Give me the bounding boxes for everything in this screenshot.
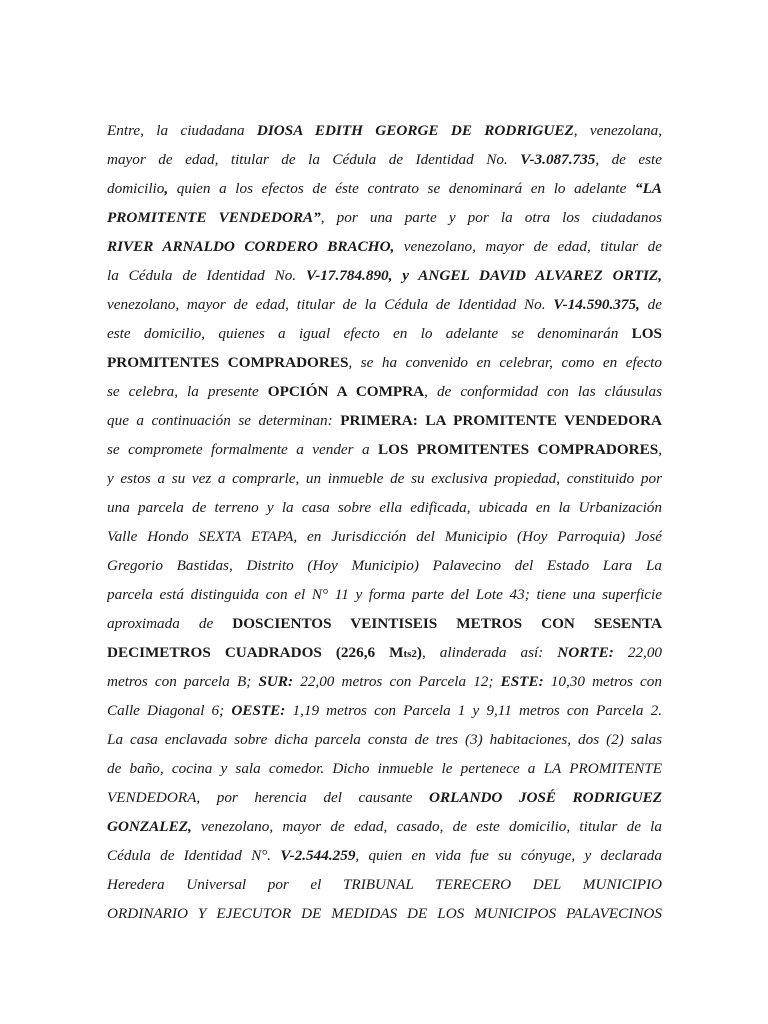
text-line	[107, 290, 662, 319]
bold-text-run: PROMITENTE VENDEDORA”	[107, 209, 321, 226]
text-run: 10,30 metros con	[543, 673, 662, 690]
bold-text-run: ,	[164, 180, 169, 197]
text-line	[107, 899, 662, 928]
text-line	[107, 145, 662, 174]
text-run: mayor de edad, titular de la Cédula de Identidad No.	[107, 151, 521, 168]
text-run: Heredera Universal por el TRIBUNAL TERECERO DEL MUNICIPIO	[107, 876, 662, 893]
text-run: este domicilio, quienes a igual efecto en lo adelante se denominarán	[107, 325, 632, 342]
bold-text-run: NORTE:	[557, 644, 614, 661]
bold-text-run: LOS PROMITENTES COMPRADORES	[378, 441, 659, 458]
text-run: Cédula de Identidad N°.	[107, 847, 281, 864]
bold-text-run: V-14.590.375,	[553, 296, 640, 313]
text-run: , de conformidad con las cláusulas	[424, 383, 662, 400]
text-run: ,	[658, 441, 662, 458]
text-run: 1,19 metros con Parcela 1 y 9,11 metros con Parcela 2.	[285, 702, 662, 719]
bold-text-run: DIOSA EDITH GEORGE DE RODRIGUEZ	[256, 122, 574, 139]
text-run: , quien en vida fue su cónyuge, y declarada	[355, 847, 662, 864]
contract-body	[107, 116, 662, 928]
text-line	[107, 667, 662, 696]
text-line	[107, 754, 662, 783]
text-run: Valle Hondo SEXTA ETAPA, en Jurisdicción del Municipio (Hoy Parroquia) José	[107, 528, 662, 545]
bold-text-run: RIVER ARNALDO CORDERO BRACHO,	[107, 238, 395, 255]
bold-text-run: SUR:	[258, 673, 294, 690]
text-run: una parcela de terreno y la casa sobre ella edificada, ubicada en la Urbanización	[107, 499, 662, 516]
text-run: Gregorio Bastidas, Distrito (Hoy Municipio) Palavecino del Estado Lara La	[107, 557, 662, 574]
text-line	[107, 348, 662, 377]
text-line	[107, 638, 662, 667]
text-run: 22,00 metros con Parcela 12;	[293, 673, 501, 690]
text-run: se compromete formalmente a vender a	[107, 441, 379, 458]
text-run: domicilio	[107, 180, 165, 197]
text-line	[107, 696, 662, 725]
bold-text-run: V-3.087.735	[520, 151, 596, 168]
text-line	[107, 406, 662, 435]
text-line	[107, 435, 662, 464]
text-run: 22,00	[613, 644, 662, 661]
text-run: ORDINARIO Y EJECUTOR DE MEDIDAS DE LOS MUNICIPOS PALAVECINOS	[107, 905, 662, 922]
text-line	[107, 580, 662, 609]
text-line	[107, 551, 662, 580]
text-run: de baño, cocina y sala comedor. Dicho inmueble le pertenece a LA PROMITENTE	[107, 760, 662, 777]
text-run: , venezolana,	[573, 122, 662, 139]
bold-text-run: V-2.544.259	[280, 847, 356, 864]
text-run: La casa enclavada sobre dicha parcela consta de tres (3) habitaciones, dos (2) salas	[107, 731, 662, 748]
bold-text-run: LOS	[631, 325, 662, 342]
text-line	[107, 725, 662, 754]
text-line	[107, 377, 662, 406]
text-line	[107, 174, 662, 203]
text-line	[107, 522, 662, 551]
text-run: parcela está distinguida con el N° 11 y forma parte del Lote 43; tiene una superficie	[107, 586, 662, 603]
bold-text-run: OPCIÓN A COMPRA	[267, 383, 425, 400]
text-line	[107, 783, 662, 812]
text-line	[107, 609, 662, 638]
text-run: quien a los efectos de éste contrato se denominará en lo adelante	[168, 180, 635, 197]
text-line	[107, 493, 662, 522]
text-run: Calle Diagonal 6;	[107, 702, 232, 719]
bold-text-run: DOSCIENTOS VEINTISEIS METROS CON SESENTA	[232, 615, 662, 632]
text-line	[107, 870, 662, 899]
text-line	[107, 319, 662, 348]
bold-text-run: “LA	[634, 180, 662, 197]
text-run: metros con parcela B;	[107, 673, 259, 690]
bold-text-run: DECIMETROS CUADRADOS (226,6 M	[107, 644, 404, 661]
bold-text-run: ESTE:	[500, 673, 544, 690]
bold-text-run: PROMITENTES COMPRADORES	[107, 354, 349, 371]
text-line	[107, 261, 662, 290]
text-run: Entre, la ciudadana	[107, 122, 257, 139]
text-run: aproximada de	[107, 615, 233, 632]
text-run: se celebra, la presente	[107, 383, 268, 400]
text-run: , alinderada así:	[421, 644, 558, 661]
text-line	[107, 464, 662, 493]
bold-text-run: PRIMERA: LA PROMITENTE VENDEDORA	[340, 412, 662, 429]
bold-text-run: )	[416, 644, 422, 661]
text-run: VENDEDORA, por herencia del causante	[107, 789, 429, 806]
text-run: la Cédula de Identidad No.	[107, 267, 306, 284]
bold-text-run: ts2	[403, 648, 417, 660]
text-line	[107, 116, 662, 145]
text-run: , se ha convenido en celebrar, como en efecto	[348, 354, 662, 371]
text-run: venezolano, mayor de edad, titular de	[394, 238, 662, 255]
text-run: venezolano, mayor de edad, titular de la Cédula de Identidad No.	[107, 296, 554, 313]
bold-text-run: OESTE:	[231, 702, 286, 719]
text-line	[107, 203, 662, 232]
text-line	[107, 232, 662, 261]
text-line	[107, 812, 662, 841]
text-line	[107, 841, 662, 870]
text-run: y estos a su vez a comprarle, un inmueble de su exclusiva propiedad, constituido por	[107, 470, 662, 487]
text-run: que a continuación se determinan:	[107, 412, 341, 429]
text-run: , por una parte y por la otra los ciudadanos	[320, 209, 662, 226]
bold-text-run: GONZALEZ,	[107, 818, 192, 835]
text-run: de	[639, 296, 662, 313]
bold-text-run: V-17.784.890, y ANGEL DAVID ALVAREZ ORTIZ,	[305, 267, 662, 284]
text-run: venezolano, mayor de edad, casado, de este domicilio, titular de la	[191, 818, 662, 835]
bold-text-run: ORLANDO JOSÉ RODRIGUEZ	[428, 789, 662, 806]
text-run: , de este	[595, 151, 662, 168]
